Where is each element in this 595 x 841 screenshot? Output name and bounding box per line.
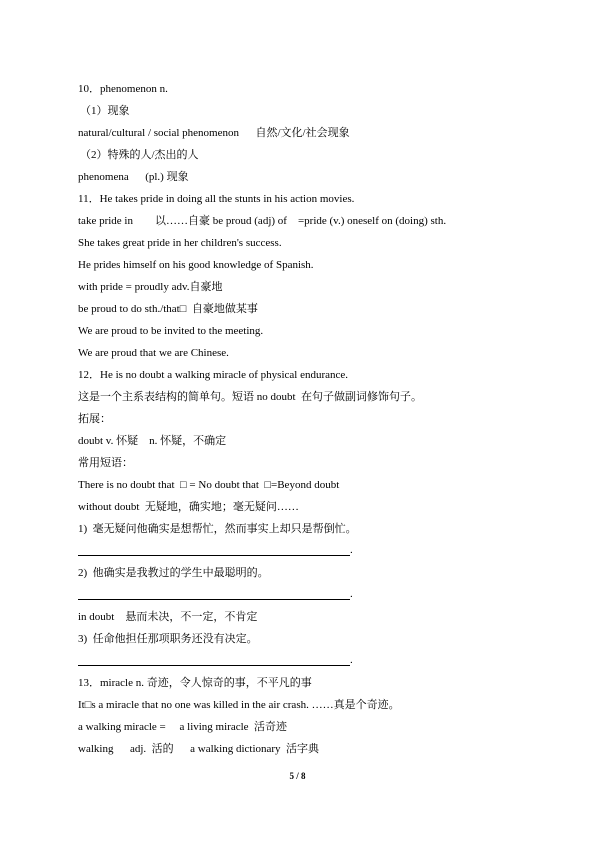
answer-blank-3[interactable] (78, 665, 350, 666)
heading-13: 13．miracle n. 奇迹，令人惊奇的事，不平凡的事 (78, 677, 312, 689)
common-phrases-label: 常用短语： (78, 457, 133, 469)
phrase-with-pride: with pride = proudly adv.自豪地 (78, 281, 223, 293)
example-phrase: natural/cultural / social phenomenon 自然/文化/社会现象 (78, 127, 350, 139)
blank-period: . (350, 544, 353, 556)
plural-form: phenomena (pl.) 现象 (78, 171, 189, 183)
example-sentence: He prides himself on his good knowledge of Spanish. (78, 259, 314, 271)
phrase-walking: walking adj. 活的 a walking dictionary 活字典 (78, 743, 320, 755)
answer-blank-2[interactable] (78, 599, 350, 600)
exercise-1: 1) 毫无疑问他确实是想帮忙，然而事实上却只是帮倒忙。 (78, 523, 357, 535)
example-sentence: It□s a miracle that no one was killed in the air crash. ……真是个奇迹。 (78, 699, 400, 711)
grammar-note: 这是一个主系表结构的简单句。短语 no doubt 在句子做副词修饰句子。 (78, 391, 423, 403)
phrase-in-doubt: in doubt 悬而未决，不一定，不肯定 (78, 611, 258, 623)
doubt-definition: doubt v. 怀疑 n. 怀疑，不确定 (78, 435, 227, 447)
answer-blank-1[interactable] (78, 555, 350, 556)
phrase-no-doubt: There is no doubt that □ = No doubt that □=Beyond doubt (78, 479, 340, 491)
blank-period: . (350, 654, 353, 666)
extension-label: 拓展： (78, 413, 111, 425)
blank-period: . (350, 588, 353, 600)
example-sentence: She takes great pride in her children's success. (78, 237, 282, 249)
heading-12: 12．He is no doubt a walking miracle of physical endurance. (78, 369, 349, 381)
phrase-be-proud: be proud to do sth./that□ 自豪地做某事 (78, 303, 258, 315)
phrase-without-doubt: without doubt 无疑地，确实地；毫无疑问…… (78, 501, 299, 513)
example-sentence: We are proud that we are Chinese. (78, 347, 229, 359)
phrase-walking-miracle: a walking miracle = a living miracle 活奇迹 (78, 721, 288, 733)
definition-2: （2）特殊的人/杰出的人 (80, 149, 199, 161)
exercise-2: 2) 他确实是我教过的学生中最聪明的。 (78, 567, 269, 579)
example-sentence: We are proud to be invited to the meeting. (78, 325, 264, 337)
phrase-take-pride: take pride in 以……自豪 be proud (adj) of =pride (v.) oneself on (doing) sth. (78, 215, 447, 227)
page-number: 5 / 8 (289, 771, 306, 781)
heading-11: 11．He takes pride in doing all the stunts in his action movies. (78, 193, 355, 205)
heading-10: 10．phenomenon n. (78, 83, 168, 95)
exercise-3: 3) 任命他担任那项职务还没有决定。 (78, 633, 258, 645)
definition-1: （1）现象 (80, 105, 130, 117)
